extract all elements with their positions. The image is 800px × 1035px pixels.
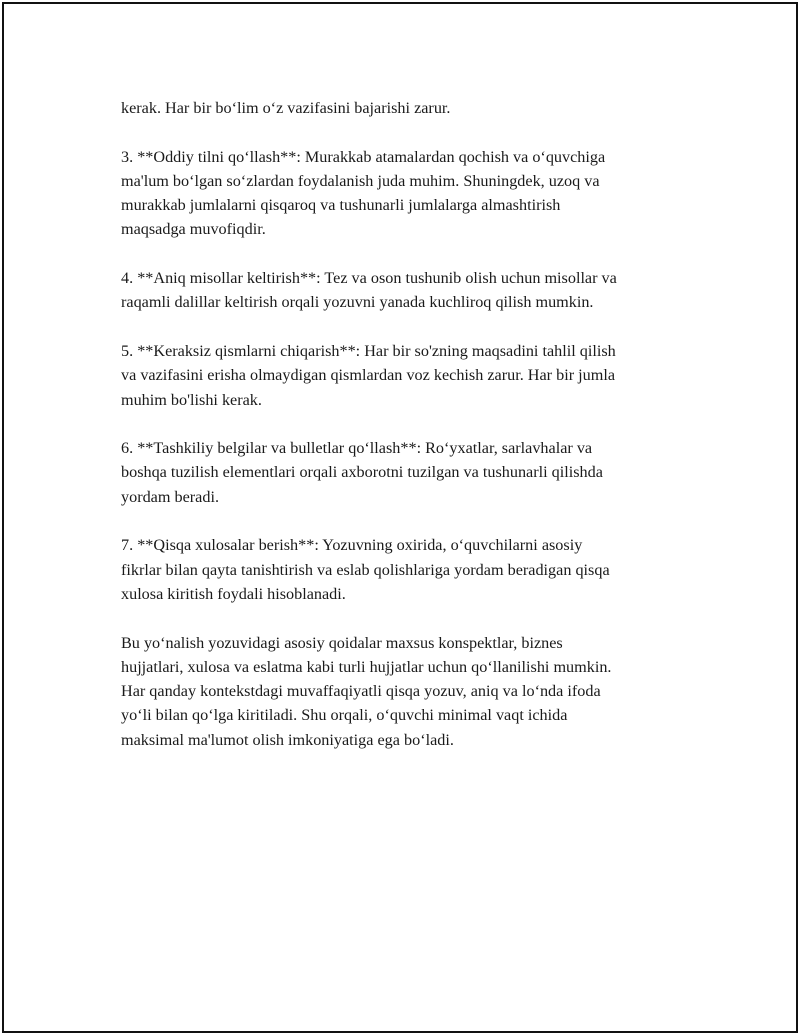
text-line: 7. **Qisqa xulosalar berish**: Yozuvning oxirida, o‘quvchilarni asosiy <box>121 536 583 555</box>
paragraph-item-5 <box>121 339 706 412</box>
text-line: 5. **Keraksiz qismlarni chiqarish**: Har bir so'zning maqsadini tahlil qilish <box>121 341 616 360</box>
text-line: xulosa kiritish foydali hisoblanadi. <box>121 584 346 603</box>
document-body <box>121 96 706 776</box>
text-line: yordam beradi. <box>121 487 219 506</box>
text-line: va vazifasini erisha olmaydigan qismlardan voz kechish zarur. Har bir jumla <box>121 366 616 385</box>
paragraph-continuation <box>121 96 706 120</box>
text-line: fikrlar bilan qayta tanishtirish va eslab qolishlariga yordam beradigan qisqa <box>121 560 610 579</box>
text-line: Bu yo‘nalish yozuvidagi asosiy qoidalar maxsus konspektlar, biznes <box>121 633 563 652</box>
paragraph-item-7 <box>121 533 706 606</box>
text-line: ma'lum bo‘lgan so‘zlardan foydalanish juda muhim. Shuningdek, uzoq va <box>121 171 600 190</box>
text-line: yo‘li bilan qo‘lga kiritiladi. Shu orqali, o‘quvchi minimal vaqt ichida <box>121 706 568 725</box>
text-line: maksimal ma'lumot olish imkoniyatiga ega bo‘ladi. <box>121 730 454 749</box>
paragraph-item-6 <box>121 436 706 509</box>
text-line: murakkab jumlalarni qisqaroq va tushunarli jumlalarga almashtirish <box>121 196 561 215</box>
text-line: kerak. Har bir bo‘lim o‘z vazifasini bajarishi zarur. <box>121 99 451 117</box>
text-line: raqamli dalillar keltirish orqali yozuvni yanada kuchliroq qilish mumkin. <box>121 293 594 312</box>
text-line: 6. **Tashkiliy belgilar va bulletlar qo‘llash**: Ro‘yxatlar, sarlavhalar va <box>121 439 593 458</box>
text-line: maqsadga muvofiqdir. <box>121 220 266 239</box>
paragraph-item-3 <box>121 145 706 242</box>
page-frame <box>2 2 798 1033</box>
paragraph-item-4 <box>121 266 706 315</box>
text-line: Har qanday kontekstdagi muvaffaqiyatli qisqa yozuv, aniq va lo‘nda ifoda <box>121 682 601 701</box>
text-line: 3. **Oddiy tilni qo‘llash**: Murakkab atamalardan qochish va o‘quvchiga <box>121 147 606 166</box>
text-line: 4. **Aniq misollar keltirish**: Tez va oson tushunib olish uchun misollar va <box>121 269 617 288</box>
text-line: muhim bo'lishi kerak. <box>121 390 262 409</box>
text-line: hujjatlari, xulosa va eslatma kabi turli hujjatlar uchun qo‘llanilishi mumkin. <box>121 657 612 676</box>
paragraph-conclusion <box>121 631 706 752</box>
text-line: boshqa tuzilish elementlari orqali axborotni tuzilgan va tushunarli qilishda <box>121 463 603 482</box>
